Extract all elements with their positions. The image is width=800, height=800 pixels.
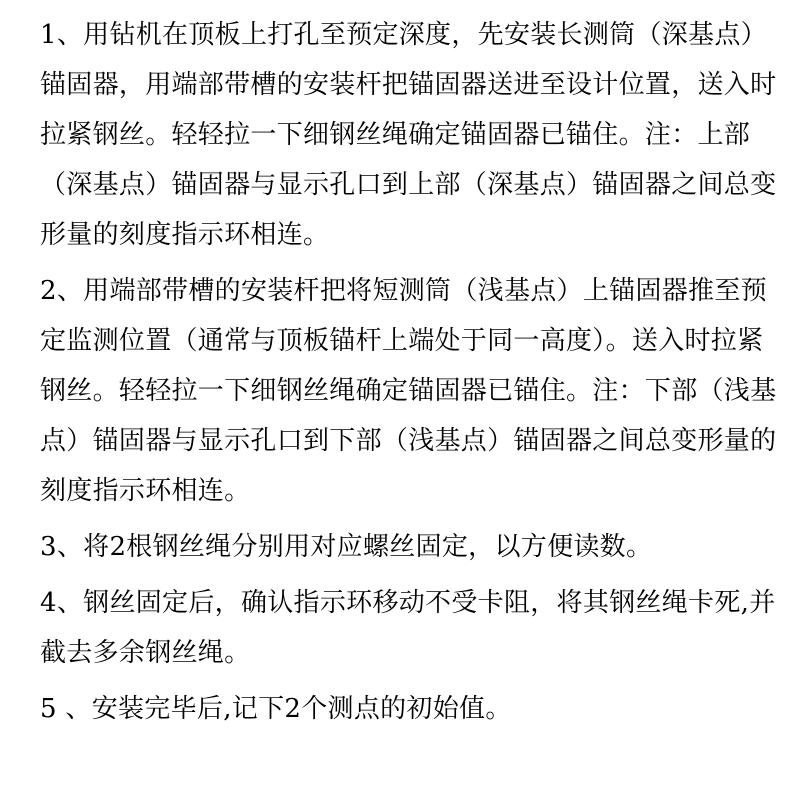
step-line: 截去多余钢丝绳。 — [40, 638, 251, 668]
step-line: 刻度指示环相连。 — [40, 476, 251, 506]
step-1 — [40, 10, 777, 260]
step-line: 5 、安装完毕后,记下2个测点的初始值。 — [40, 694, 512, 724]
step-line: 1、用钻机在顶板上打孔至预定深度，先安装长测筒（深基点） — [40, 20, 767, 50]
step-4 — [40, 578, 776, 678]
step-line: 钢丝。轻轻拉一下细钢丝绳确定锚固器已锚住。注：下部（浅基 — [40, 376, 777, 406]
step-line: 4、钢丝固定后，确认指示环移动不受卡阻，将其钢丝绳卡死,并 — [40, 588, 776, 618]
step-line: 拉紧钢丝。轻轻拉一下细钢丝绳确定锚固器已锚住。注：上部 — [40, 120, 751, 150]
step-line: 定监测位置（通常与顶板锚杆上端处于同一高度）。送入时拉紧 — [40, 326, 764, 356]
step-line: 形量的刻度指示环相连。 — [40, 220, 330, 250]
step-line: 3、将2根钢丝绳分别用对应螺丝固定，以方便读数。 — [40, 532, 653, 562]
step-line: 锚固器，用端部带槽的安装杆把锚固器送进至设计位置，送入时 — [40, 70, 777, 100]
step-3 — [40, 522, 770, 572]
instruction-document — [40, 10, 777, 740]
step-5 — [40, 684, 770, 734]
step-line: （深基点）锚固器与显示孔口到上部（深基点）锚固器之间总变 — [40, 170, 777, 200]
step-line: 点）锚固器与显示孔口到下部（浅基点）锚固器之间总变形量的 — [40, 426, 777, 456]
step-2 — [40, 266, 777, 516]
step-line: 2、用端部带槽的安装杆把将短测筒（浅基点）上锚固器推至预 — [40, 276, 767, 306]
